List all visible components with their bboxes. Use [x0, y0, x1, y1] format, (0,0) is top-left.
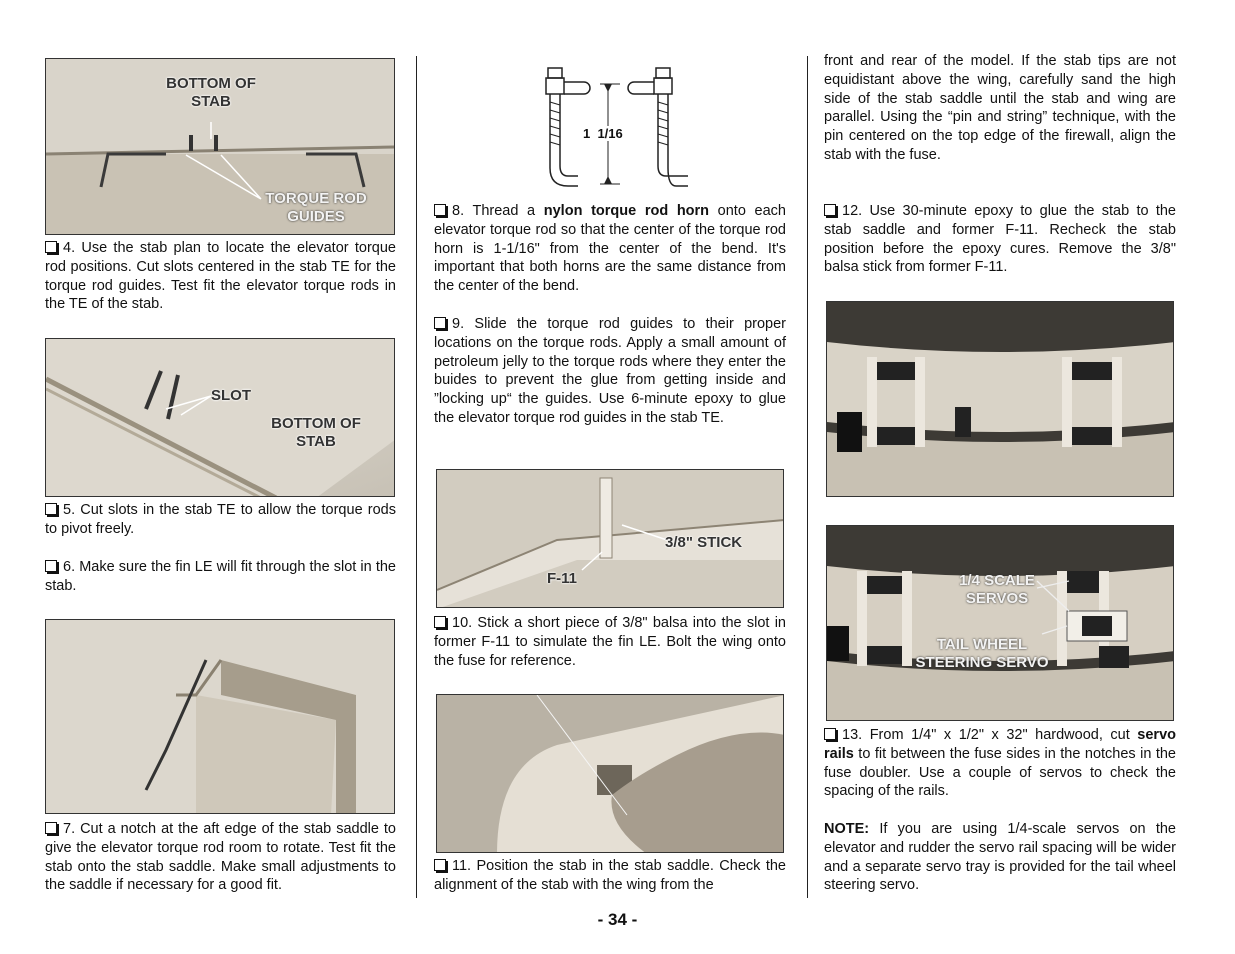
step-6: [45, 558, 396, 596]
step-text: 10. Stick a short piece of 3/8" balsa into the slot in former F-11 to simulate the fin LE. Bolt the wing onto the fuse for reference.: [434, 615, 786, 669]
photo-label: F-11: [547, 570, 578, 587]
step-9: [434, 315, 786, 428]
step-text: 4. Use the stab plan to locate the elevator torque rod positions. Cut slots centered in the stab TE for the torque rod guides. Test fit the elevator torque rods in the TE of the stab.: [45, 240, 396, 313]
checkbox-icon[interactable]: [434, 859, 446, 871]
photo-label: BOTTOM OF STAB: [271, 415, 361, 450]
note: [824, 820, 1176, 895]
checkbox-icon[interactable]: [824, 204, 836, 216]
note-label: NOTE:: [824, 821, 870, 837]
photo-servo-rails: [826, 301, 1174, 497]
checkbox-icon[interactable]: [824, 728, 836, 740]
step-text: 6. Make sure the fin LE will fit through the slot in the stab.: [45, 559, 396, 594]
step-12: [824, 202, 1176, 277]
dimension-label: 1 1/16: [583, 126, 623, 141]
step-10: [434, 614, 786, 670]
column-divider-left: [416, 56, 417, 898]
step-text: 11. Position the stab in the stab saddle. Check the alignment of the stab with the wing from the: [434, 858, 786, 893]
photo-torque-rod-guides: [45, 58, 395, 235]
torque-rod-diagram: [520, 60, 700, 190]
column-divider-right: [807, 56, 808, 898]
photo-label: TORQUE ROD GUIDES: [265, 190, 367, 225]
step-8: [434, 202, 786, 296]
step-text: 13. From 1/4" x 1/2" x 32" hardwood, cut: [842, 727, 1138, 743]
step-text: 5. Cut slots in the stab TE to allow the torque rods to pivot freely.: [45, 502, 396, 537]
step-text: to fit between the fuse sides in the notches in the fuse doubler. Use a couple of servos to check the spacing of the rails.: [824, 745, 1176, 800]
checkbox-icon[interactable]: [45, 241, 57, 253]
step-text: front and rear of the model. If the stab tips are not equidistant above the wing, carefully sand the high side of the stab saddle until the stab and wing are parallel. Using the “pin and string” technique, with the pin centered on the top edge of the firewall, align the stab with the fuse.: [824, 53, 1176, 163]
step-5: [45, 501, 396, 539]
checkbox-icon[interactable]: [434, 616, 446, 628]
step-7: [45, 820, 396, 895]
photo-label: 3/8" STICK: [665, 534, 743, 551]
page-number: - 34 -: [597, 910, 638, 929]
step-4: [45, 239, 396, 314]
step-text-bold: nylon torque rod horn: [543, 203, 710, 219]
checkbox-icon[interactable]: [45, 503, 57, 515]
photo-stab-saddle: [436, 694, 784, 853]
photo-label: BOTTOM OF STAB: [166, 75, 256, 110]
photo-slot: [45, 338, 395, 497]
step-11: [434, 857, 786, 895]
step-text: 8. Thread a: [452, 203, 544, 219]
step-13: [824, 726, 1176, 801]
photo-label: SLOT: [211, 387, 251, 404]
step-text: 12. Use 30-minute epoxy to glue the stab to the stab saddle and former F-11. Recheck the stab position before the epoxy cures. Remove the 3/8" balsa stick from former F-11.: [824, 203, 1176, 276]
photo-stick: [436, 469, 784, 608]
checkbox-icon[interactable]: [45, 560, 57, 572]
photo-label: 1/4 SCALE SERVOS: [959, 572, 1035, 607]
photo-label: TAIL WHEEL STEERING SERVO: [915, 636, 1049, 671]
step-11-continued: [824, 52, 1176, 165]
step-text: 9. Slide the torque rod guides to their proper locations on the torque rods. Apply a small amount of petroleum jelly to the torque rods where they enter the buides to prevent the glue from getting inside and ”locking up“ the guides. Use 6-minute epoxy to glue the elevator torque rod guides in the stab TE.: [434, 316, 786, 426]
photo-servo-tray: [826, 525, 1174, 721]
photo-notch: [45, 619, 395, 814]
checkbox-icon[interactable]: [45, 822, 57, 834]
checkbox-icon[interactable]: [434, 204, 446, 216]
step-text: onto each elevator torque rod so that the center of the torque rod horn is 1-1/16" from the center of the bend. It's important that both horns are the same distance from the center of the bend.: [434, 203, 786, 295]
step-text: 7. Cut a notch at the aft edge of the stab saddle to give the elevator torque rod room to rotate. Test fit the stab onto the stab saddle. Make small adjustments to the saddle if necessary for a good fit.: [45, 821, 396, 894]
note-text: If you are using 1/4-scale servos on the elevator and rudder the servo rail spacing will be wider and a separate servo tray is provided for the tail wheel steering servo.: [824, 821, 1176, 894]
checkbox-icon[interactable]: [434, 317, 446, 329]
step-text-bold: servo rails: [824, 727, 1176, 762]
